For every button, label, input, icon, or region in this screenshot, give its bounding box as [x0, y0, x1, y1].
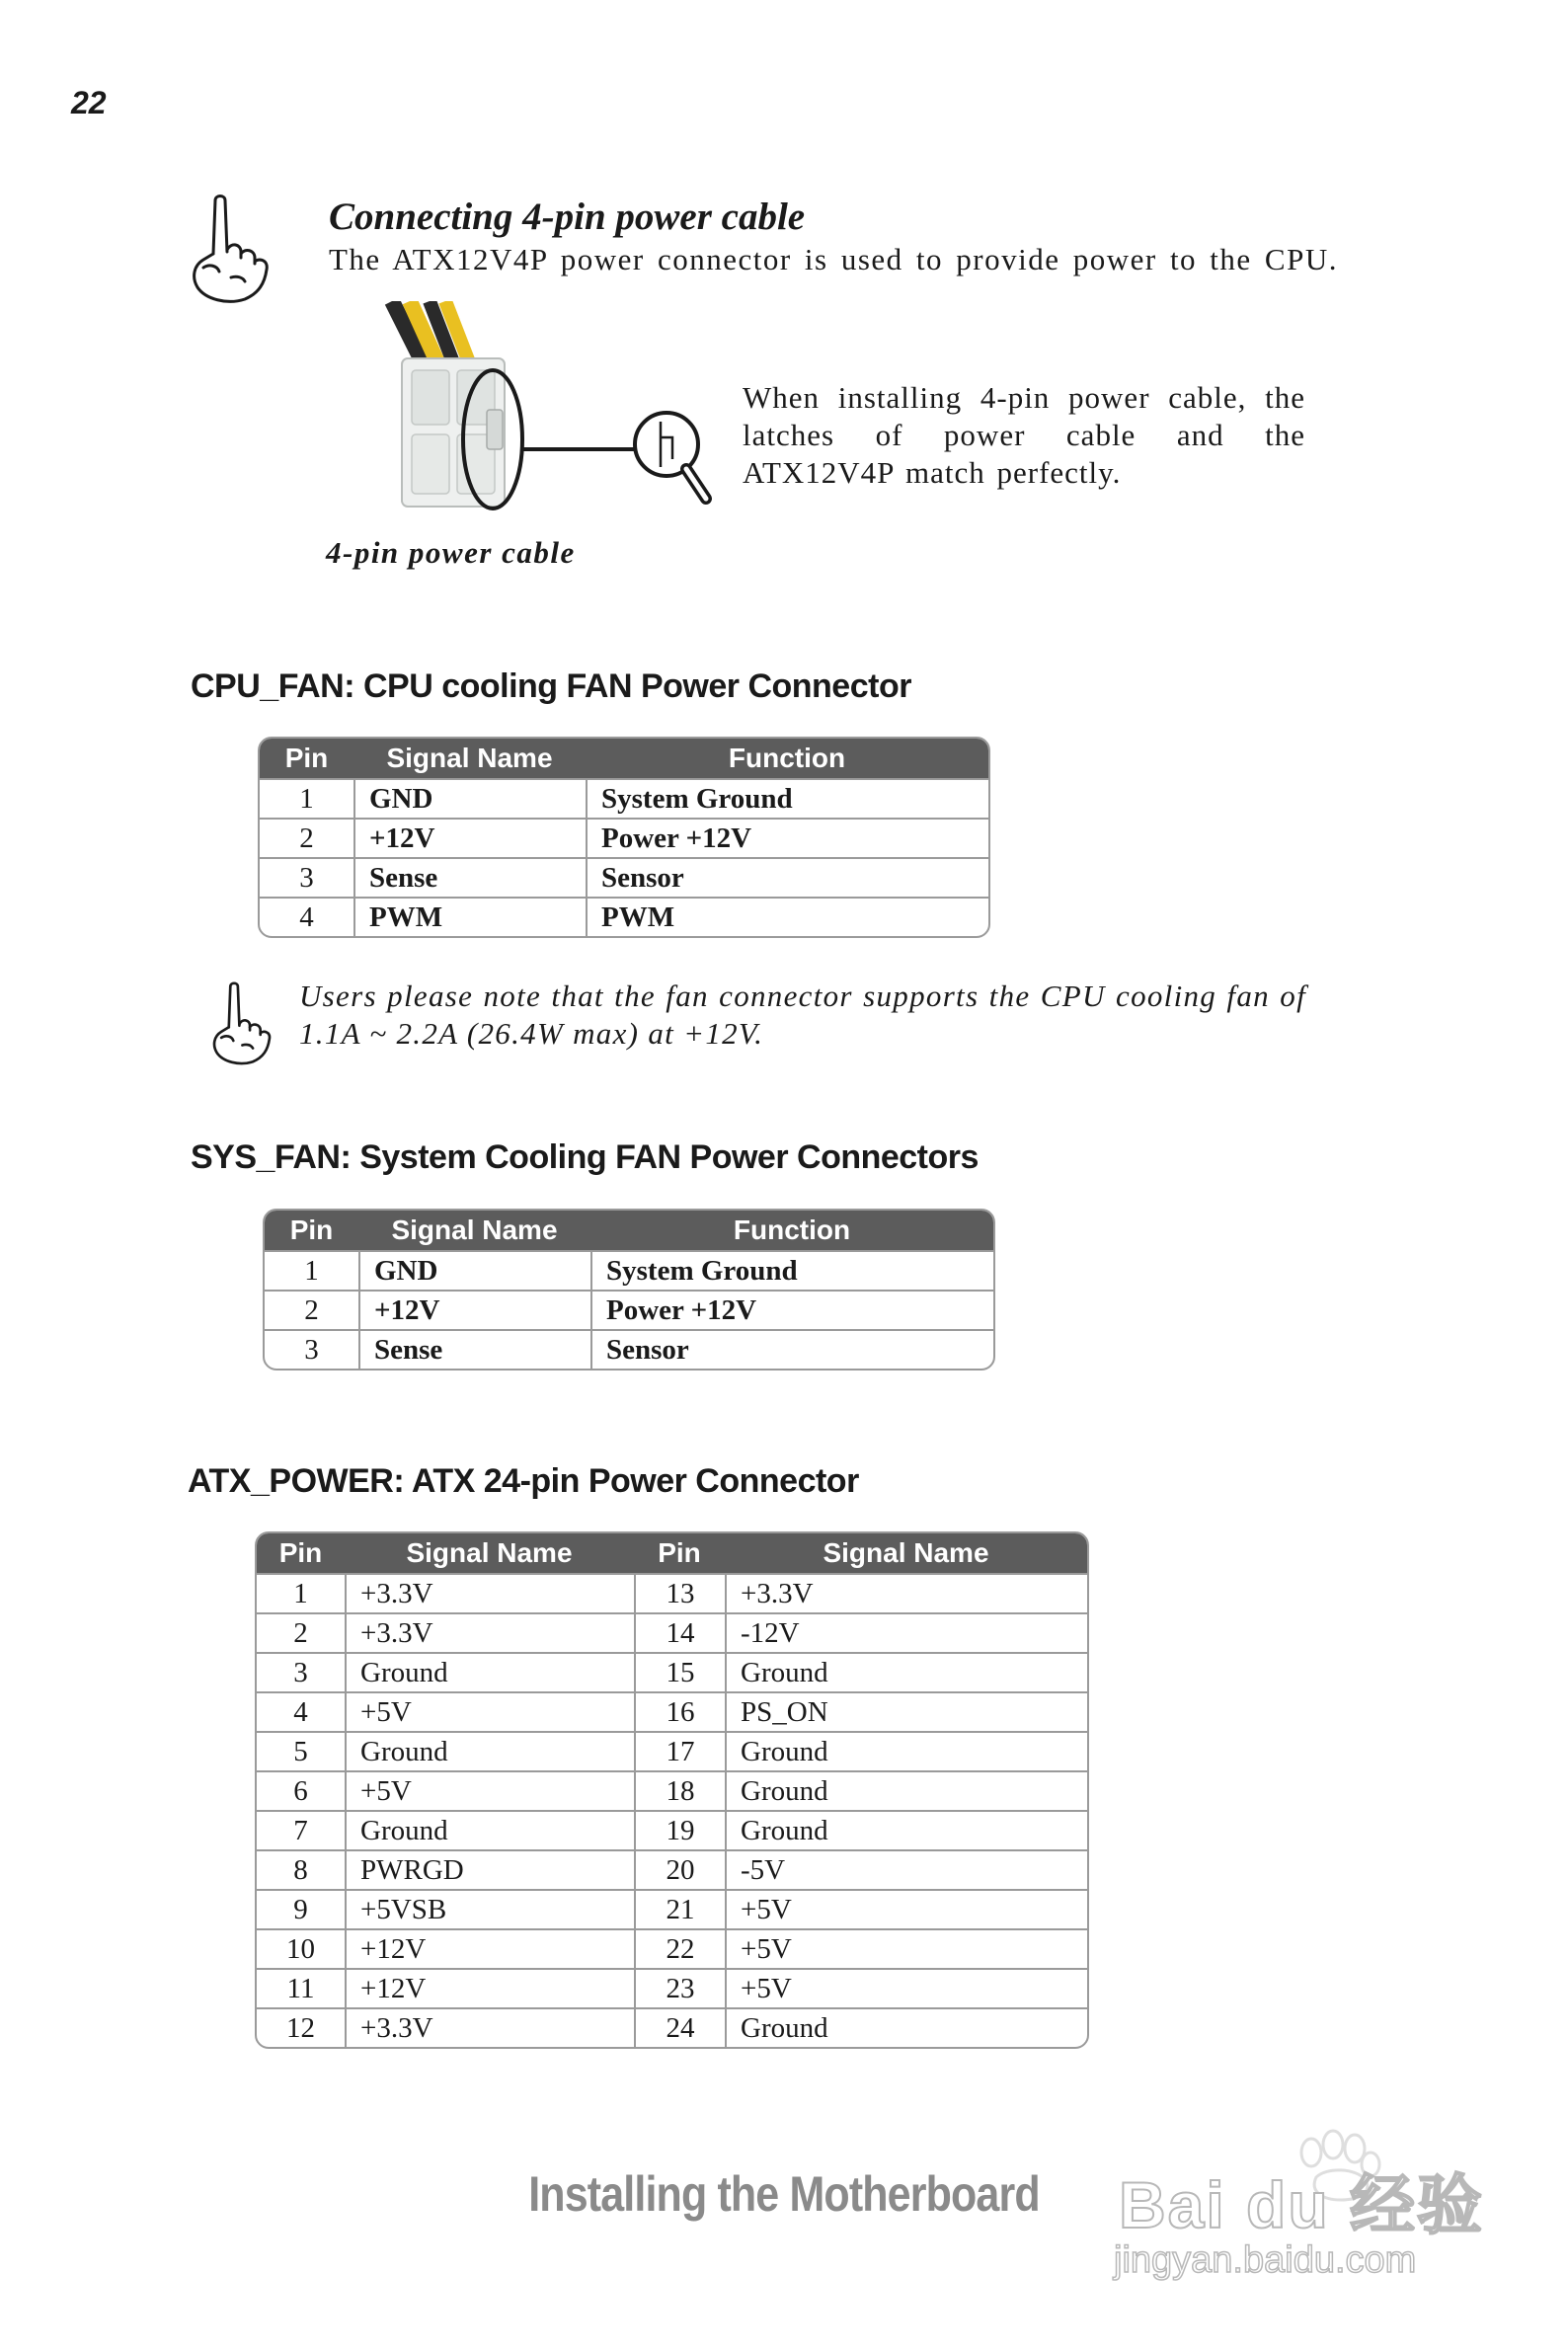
- pin-cell: 7: [257, 1810, 345, 1849]
- function-cell: System Ground: [586, 778, 988, 818]
- signal-cell: Ground: [725, 1770, 1087, 1810]
- pin-cell: 18: [634, 1770, 725, 1810]
- pointing-hand-icon: [209, 979, 284, 1070]
- table-row: [257, 1770, 1087, 1810]
- watermark-url: jingyan.baidu.com: [1114, 2239, 1417, 2281]
- pin-cell: 2: [265, 1290, 358, 1329]
- pin-cell: 6: [257, 1770, 345, 1810]
- signal-cell: Ground: [725, 1810, 1087, 1849]
- function-cell: Sensor: [586, 857, 988, 897]
- signal-cell: +5V: [725, 1928, 1087, 1968]
- table-row: [257, 1573, 1087, 1612]
- footer-title: Installing the Motherboard: [528, 2166, 1040, 2222]
- table-header: Signal Name: [725, 1533, 1087, 1573]
- signal-cell: +5V: [725, 1968, 1087, 2007]
- signal-cell: GND: [353, 778, 586, 818]
- table-header: Pin: [260, 739, 353, 778]
- table-header: Signal Name: [353, 739, 586, 778]
- atx-power-table: [255, 1531, 1089, 2049]
- table-row: [265, 1290, 993, 1329]
- signal-cell: +5V: [345, 1691, 634, 1731]
- table-row: [257, 1928, 1087, 1968]
- signal-cell: -5V: [725, 1849, 1087, 1889]
- pointing-hand-icon: [188, 193, 286, 309]
- cable-caption: 4-pin power cable: [326, 535, 576, 570]
- atx-power-heading: ATX_POWER: ATX 24-pin Power Connector: [188, 1462, 859, 1500]
- signal-cell: +12V: [345, 1928, 634, 1968]
- table-row: [257, 1968, 1087, 2007]
- signal-cell: PWRGD: [345, 1849, 634, 1889]
- function-cell: Power +12V: [586, 818, 988, 857]
- signal-cell: +5VSB: [345, 1889, 634, 1928]
- table-row: [260, 897, 988, 936]
- pin-cell: 1: [265, 1250, 358, 1290]
- pin-cell: 4: [260, 897, 353, 936]
- signal-cell: PS_ON: [725, 1691, 1087, 1731]
- signal-cell: +3.3V: [345, 1573, 634, 1612]
- pin-cell: 15: [634, 1652, 725, 1691]
- signal-cell: Ground: [725, 1652, 1087, 1691]
- table-row: [257, 1691, 1087, 1731]
- pin-cell: 1: [257, 1573, 345, 1612]
- pin-cell: 3: [260, 857, 353, 897]
- signal-cell: +12V: [345, 1968, 634, 2007]
- power-cable-image: [380, 301, 721, 528]
- sys-fan-heading: SYS_FAN: System Cooling FAN Power Connectors: [191, 1138, 979, 1176]
- signal-cell: +12V: [353, 818, 586, 857]
- signal-cell: Ground: [345, 1810, 634, 1849]
- pin-cell: 19: [634, 1810, 725, 1849]
- signal-cell: Sense: [358, 1329, 590, 1369]
- table-row: [260, 778, 988, 818]
- table-row: [257, 2007, 1087, 2047]
- pin-cell: 12: [257, 2007, 345, 2047]
- table-header: Pin: [257, 1533, 345, 1573]
- pin-cell: 3: [265, 1329, 358, 1369]
- table-header: Pin: [265, 1211, 358, 1250]
- pin-cell: 21: [634, 1889, 725, 1928]
- pin-cell: 4: [257, 1691, 345, 1731]
- pin-cell: 9: [257, 1889, 345, 1928]
- signal-cell: Ground: [725, 1731, 1087, 1770]
- pin-cell: 14: [634, 1612, 725, 1652]
- pin-cell: 22: [634, 1928, 725, 1968]
- table-header: Function: [586, 739, 988, 778]
- signal-cell: Sense: [353, 857, 586, 897]
- signal-cell: Ground: [345, 1731, 634, 1770]
- signal-cell: +3.3V: [725, 1573, 1087, 1612]
- table-row: [257, 1731, 1087, 1770]
- signal-cell: +12V: [358, 1290, 590, 1329]
- fan-note: Users please note that the fan connector supports the CPU cooling fan of 1.1A ~ 2.2A (26.4W max) at +12V.: [299, 979, 1306, 1051]
- signal-cell: Ground: [345, 1652, 634, 1691]
- pin-cell: 2: [260, 818, 353, 857]
- table-row: [257, 1612, 1087, 1652]
- pin-cell: 20: [634, 1849, 725, 1889]
- signal-cell: Ground: [725, 2007, 1087, 2047]
- pin-cell: 16: [634, 1691, 725, 1731]
- pin-cell: 8: [257, 1849, 345, 1889]
- pin-cell: 11: [257, 1968, 345, 2007]
- signal-cell: +5V: [725, 1889, 1087, 1928]
- function-cell: Sensor: [590, 1329, 993, 1369]
- table-row: [265, 1329, 993, 1369]
- table-row: [257, 1889, 1087, 1928]
- pin-cell: 17: [634, 1731, 725, 1770]
- table-header: Function: [590, 1211, 993, 1250]
- pin-cell: 1: [260, 778, 353, 818]
- table-header: Signal Name: [358, 1211, 590, 1250]
- pin-cell: 2: [257, 1612, 345, 1652]
- function-cell: System Ground: [590, 1250, 993, 1290]
- signal-cell: +5V: [345, 1770, 634, 1810]
- pin-cell: 5: [257, 1731, 345, 1770]
- table-row: [265, 1250, 993, 1290]
- sys-fan-table: [263, 1209, 995, 1371]
- power-note-title: Connecting 4-pin power cable: [329, 196, 806, 238]
- signal-cell: GND: [358, 1250, 590, 1290]
- signal-cell: PWM: [353, 897, 586, 936]
- watermark-brand: Bai du 经验: [1119, 2168, 1485, 2241]
- table-row: [257, 1652, 1087, 1691]
- cpu-fan-table: [258, 737, 990, 938]
- table-header: Pin: [634, 1533, 725, 1573]
- table-row: [257, 1810, 1087, 1849]
- table-header: Signal Name: [345, 1533, 634, 1573]
- power-note-text: The ATX12V4P power connector is used to provide power to the CPU.: [329, 242, 1338, 276]
- cpu-fan-heading: CPU_FAN: CPU cooling FAN Power Connector: [191, 667, 911, 705]
- function-cell: Power +12V: [590, 1290, 993, 1329]
- pin-cell: 23: [634, 1968, 725, 2007]
- pin-cell: 13: [634, 1573, 725, 1612]
- pin-cell: 10: [257, 1928, 345, 1968]
- pin-cell: 3: [257, 1652, 345, 1691]
- page-number: 22: [71, 85, 107, 120]
- table-row: [260, 818, 988, 857]
- signal-cell: +3.3V: [345, 1612, 634, 1652]
- table-row: [257, 1849, 1087, 1889]
- table-row: [260, 857, 988, 897]
- function-cell: PWM: [586, 897, 988, 936]
- pin-cell: 24: [634, 2007, 725, 2047]
- latch-text: When installing 4-pin power cable, the latches of power cable and the ATX12V4P match perfectly.: [743, 380, 1305, 490]
- signal-cell: +3.3V: [345, 2007, 634, 2047]
- signal-cell: -12V: [725, 1612, 1087, 1652]
